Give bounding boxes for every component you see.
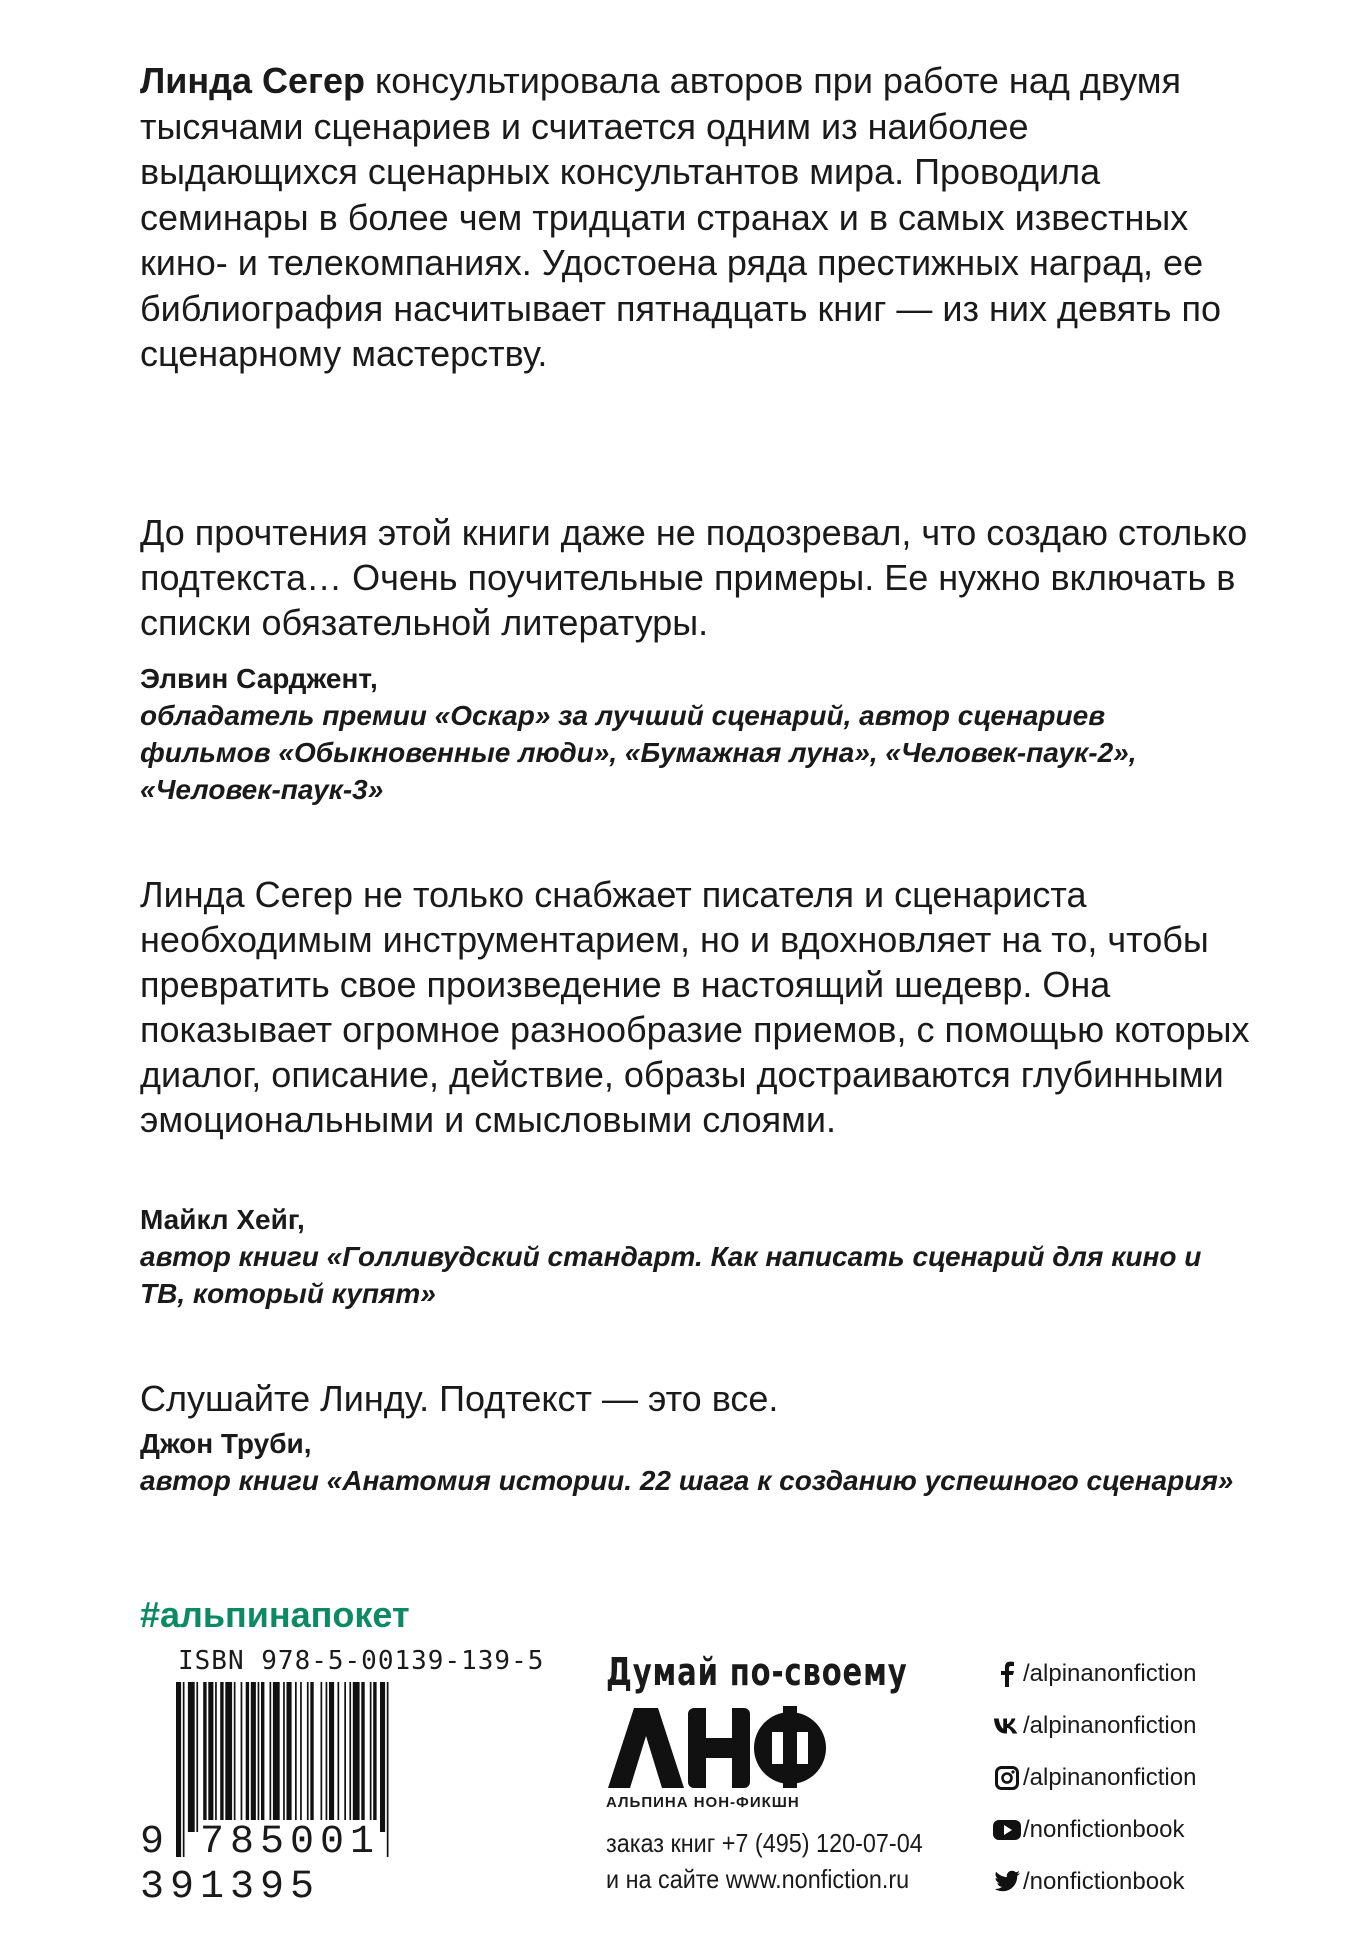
barcode-digits [140, 1820, 570, 1910]
barcode-bar [380, 1682, 385, 1832]
barcode-bar [326, 1682, 328, 1832]
barcode-bar [329, 1682, 334, 1832]
youtube-icon [993, 1816, 1021, 1844]
barcode-bar [261, 1682, 264, 1832]
barcode-bar [215, 1682, 217, 1832]
isbn-label: ISBN 978-5-00139-139-5 [178, 1646, 545, 1676]
review-quote-1: До прочтения этой книги даже не подозревал, что создаю столько подтекста… Очень поучительные примеры. Ее нужно включать в списки обязательной литературы. [140, 512, 1248, 643]
social-handle: /nonfictionbook [1023, 1816, 1185, 1843]
barcode-bar [307, 1682, 309, 1832]
barcode-bar [251, 1682, 256, 1832]
barcode-bar [373, 1682, 376, 1832]
barcode-bar [208, 1682, 213, 1832]
barcode-digits-right: 391395 [140, 1865, 321, 1910]
social-handle: /nonfictionbook [1023, 1868, 1185, 1895]
barcode-bar [270, 1682, 272, 1832]
barcode-digits-left: 785001 [200, 1820, 381, 1865]
order-phone: заказ книг +7 (495) 120-07-04 [606, 1828, 923, 1858]
reviewer-name: Джон Труби, [140, 1428, 312, 1459]
twitter-icon [993, 1868, 1021, 1896]
social-handle: /alpinanonfiction [1023, 1712, 1197, 1739]
review-attribution-2 [140, 1201, 1240, 1312]
author-name: Линда Сегер [140, 60, 366, 101]
vk-icon [993, 1712, 1021, 1740]
barcode-bar [188, 1682, 195, 1832]
barcode-bar [241, 1682, 243, 1832]
barcode-digit-lead: 9 [140, 1820, 171, 1865]
barcode-bar [203, 1682, 206, 1832]
review-attribution-3 [140, 1425, 1240, 1499]
reviewer-role: обладатель премии «Оскар» за лучший сценарий, автор сценариев фильмов «Обыкновенные люди», «Бумажная луна», «Человек-паук-2», «Человек-паук-3» [140, 700, 1137, 805]
barcode-bar [220, 1682, 223, 1832]
barcode-bar [225, 1682, 232, 1832]
barcode-bar [300, 1682, 302, 1832]
order-info [606, 1825, 923, 1897]
barcode-bar [361, 1682, 364, 1832]
barcode-bar [258, 1682, 260, 1832]
social-link-youtube[interactable] [993, 1804, 1333, 1856]
author-bio-text: консультировала авторов при работе над двумя тысячами сценариев и считается одним из наиболее выдающихся сценарных консультантов мира. Проводила семинары в более чем тридцати странах и в самых известных кино- и телекомпаниях. Удостоена ряда престижных наград, ее библиография насчитывает пятнадцать книг — из них девять по сценарному мастерству. [140, 60, 1222, 374]
barcode-bar [246, 1682, 249, 1832]
barcode-bar [370, 1682, 372, 1832]
social-link-vk[interactable] [993, 1700, 1333, 1752]
barcode-bar [321, 1682, 323, 1832]
barcode-bar [344, 1682, 346, 1832]
reviewer-name: Майкл Хейг, [140, 1204, 305, 1235]
barcode-bar [295, 1682, 297, 1832]
review-quote-3: Слушайте Линду. Подтекст — это все. [140, 1378, 779, 1419]
facebook-icon [993, 1660, 1021, 1688]
barcode-bar [353, 1682, 360, 1832]
social-link-facebook[interactable] [993, 1648, 1333, 1700]
social-link-instagram[interactable] [993, 1752, 1333, 1804]
publisher-tagline: Думай по-своему [606, 1650, 908, 1694]
social-handle: /alpinanonfiction [1023, 1764, 1197, 1791]
barcode-bar [196, 1682, 198, 1832]
review-attribution-1 [140, 660, 1240, 808]
publisher-logo [606, 1706, 828, 1788]
barcode-bar [349, 1682, 351, 1832]
hashtag[interactable]: #альпинапокет [140, 1594, 410, 1635]
social-link-twitter[interactable] [993, 1856, 1333, 1908]
reviewer-role: автор книги «Голливудский стандарт. Как написать сценарий для кино и ТВ, который купят» [140, 1241, 1202, 1309]
barcode-bar [234, 1682, 236, 1832]
review-quote-2: Линда Сегер не только снабжает писателя и сценариста необходимым инструментарием, но и вдохновляет на то, чтобы превратить свое произведение в настоящий шедевр. Она показывает огромное разнообразие приемов, с помощью которых диалог, описание, действие, образы достраиваются глубинными эмоциональными и смысловыми слоями. [140, 874, 1250, 1140]
social-links [993, 1648, 1333, 1908]
reviewer-name: Элвин Сарджент, [140, 663, 378, 694]
order-website[interactable]: и на сайте www.nonfiction.ru [606, 1864, 910, 1894]
barcode-bar [338, 1682, 340, 1832]
barcode-bar [310, 1682, 313, 1832]
author-bio [140, 58, 1240, 377]
reviewer-role: автор книги «Анатомия истории. 22 шага к созданию успешного сценария» [140, 1465, 1234, 1496]
social-handle: /alpinanonfiction [1023, 1660, 1197, 1687]
publisher-name: АЛЬПИНА НОН-ФИКШН [606, 1794, 800, 1811]
instagram-icon [993, 1764, 1021, 1792]
barcode-bar [273, 1682, 280, 1832]
